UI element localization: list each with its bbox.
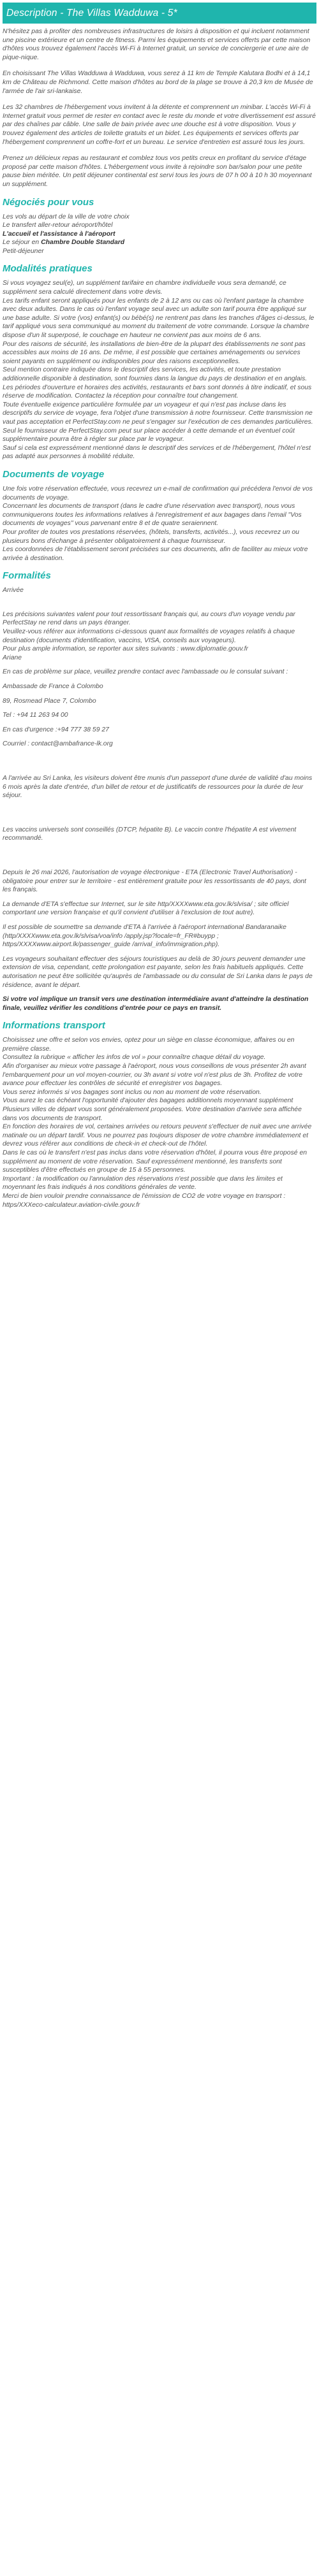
formalites-ariane-link[interactable]: Ariane	[3, 654, 22, 661]
transport-paragraph: Vous aurez le cas échéant l'opportunité d'ajouter des bagages additionnels moyennant supplément	[3, 1097, 293, 1105]
modalites-paragraph: Sauf si cela est expressément mentionné dans le descriptif des services et de l'hébergement, l'hôtel n'est pas adapté aux personnes à mobilité réduite.	[3, 444, 311, 461]
intro-paragraph: En choisissant The Villas Wadduwa à Wadduwa, vous serez à 11 km de Temple Kalutara Bodhi et à 14,1 km de Château de Richmond. Cette maison d'hôtes au bord de la plage se trouve à 20,3 km de Musée de l'armée de l'air sri-lankaise.	[3, 70, 313, 95]
transport-paragraph: Vous serez informés si vos bagages sont inclus ou non au moment de votre réservation.	[3, 1088, 262, 1096]
description-content	[3, 27, 316, 1209]
formalites-paragraph: Depuis le 26 mai 2026, l'autorisation de voyage électronique - ETA (Electronic Travel Authorisation) - obligatoire pour entrer sur le territoire - est entièrement gratuite pour les ressortissants de 40 pays, dont les français.	[3, 868, 306, 894]
modalites-paragraph: Les périodes d'ouverture et horaires des activités, restaurants et bars sont donnés à titre indicatif, et sous réserve de modification. Contactez la réception pour connaître tout changement.	[3, 384, 312, 400]
embassy-phone: Tel : +94 11 263 94 00	[3, 712, 68, 719]
formalites-paragraph: A l'arrivée au Sri Lanka, les visiteurs doivent être munis d'un passeport d'une durée de validité d'au moins 6 mois après la date d'entrée, d'un billet de retour et de justificatifs de ressources pour la durée de leur séjour.	[3, 775, 313, 800]
negocies-item: Les vols au départ de la ville de votre choix	[3, 213, 130, 220]
transport-paragraph: Afin d'organiser au mieux votre passage à l'aéroport, nous vous conseillons de vous présenter 2h avant l'embarquement pour un vol moyen-courrier, ou 3h avant si votre vol n'est plus de 3h. Profitez de votre avance pour effectuer les contrôles de sécurité et enregistrer vos bagages.	[3, 1063, 306, 1088]
documents-paragraph: Les coordonnées de l'établissement seront précisées sur ces documents, afin de faciliter au mieux votre arrivée à destination.	[3, 546, 308, 562]
formalites-paragraph: Veuillez-vous référer aux informations ci-dessous quant aux formalités de voyages relatifs à chaque destination (documents d'identification, vaccins, VISA, conseils aux voyageurs).	[3, 628, 295, 644]
modalites-paragraph: Pour des raisons de sécurité, les installations de bien-être de la plupart des établissements ne sont pas accessibles aux moins de 16 ans. De même, il est possible que certaines aménagements ou services soient payants en supplément ou indisponibles pour des raisons exceptionnelles.	[3, 340, 306, 365]
modalites-paragraph: Les tarifs enfant seront appliqués pour les enfants de 2 à 12 ans ou cas où l'enfant partage la chambre avec deux adultes. Dans le cas où l'enfant voyage seul avec un adulte son tarif pourra être appliqué sur une base adulte. Si votre (vos) enfant(s) ou bébé(s) ne rentrent pas dans les tranches d'âges ci-dessus, le tarif appliqué vous sera communiqué au moment du traitement de votre commande. Lorsque la chambre dispose d'un lit superposé, le couchage en hauteur ne convient pas aux moins de 6 ans.	[3, 297, 315, 340]
formalites-paragraph: La demande d'ETA s'effectue sur Internet, sur le site http/XXXXwww.eta.gov.lk/slvisa/ ; site officiel comportant une version française et qu'il convient d'utiliser à l'exclusion de tout autre).	[3, 900, 289, 917]
transport-paragraph: Consultez la rubrique « afficher les infos de vol » pour connaître chaque détail du voyage.	[3, 1054, 266, 1061]
formalites-paragraph: Les vaccins universels sont conseillés (DTCP, hépatite B). Le vaccin contre l'hépatite A est vivement recommandé.	[3, 826, 297, 842]
formalites-paragraph: En cas de problème sur place, veuillez prendre contact avec l'ambassade ou le consulat suivant :	[3, 668, 288, 676]
modalites-body	[3, 279, 316, 461]
transport-paragraph: Choisissez une offre et selon vos envies, optez pour un siège en classe économique, affaires ou en première classe.	[3, 1037, 295, 1053]
embassy-address: 89, Rosmead Place 7, Colombo	[3, 697, 96, 705]
intro-paragraph: Prenez un délicieux repas au restaurant et comblez tous vos petits creux en profitant du service d'étage proposé par cette maison d'hôtes. L'hébergement vous invite à rejoindre son bar/salon pour une petite pause bien méritée. Un petit déjeuner continental est servi tous les jours de 07 h 00 à 10 h 30 moyennant un supplément.	[3, 155, 312, 188]
transport-paragraph: En fonction des horaires de vol, certaines arrivées ou retours peuvent s'effectuer de nuit avec une arrivée matinale ou un départ tardif. Vous ne pourrez pas toujours disposer de votre chambre immédiatement et devrez vous référer aux conditions de check-in et check-out de l'hôtel.	[3, 1123, 312, 1148]
section-title-formalites: Formalités	[3, 570, 51, 582]
negocies-item: Le séjour en Chambre Double Standard	[3, 239, 125, 247]
formalites-paragraph: Il est possible de soumettre sa demande d'ETA à l'arrivée à l'aéroport international Bandaranaike (http/XXXXwww.eta.gov.lk/slvisa/voa/info /apply.jsp?locale=fr_FR#buypp ; https/XXXXwww.airport.lk/passenger_guide /arrival_info/immigration.php).	[3, 923, 286, 949]
negocies-list	[3, 213, 316, 256]
transport-paragraph: Important : la modification ou l'annulation des réservations n'est possible que dans les limites et moyennant les frais indiqués à nos conditions générales de vente.	[3, 1175, 283, 1191]
formalites-paragraph: Les voyageurs souhaitant effectuer des séjours touristiques au delà de 30 jours peuvent demander une extension de visa, cependant, cette prolongation est payante, selon les frais habituels appliqués. Cette autorisation ne peut être sollicitée qu'auprès de l'ambassade ou du consulat de Sri Lanka dans le pays de résidence, avant le départ.	[3, 955, 313, 989]
section-title-documents: Documents de voyage	[3, 468, 105, 480]
transport-paragraph: Dans le cas où le transfert n'est pas inclus dans votre réservation d'hôtel, il pourra vous être proposé en supplément au moment de votre réservation. Sauf expressément mentionné, les transferts sont susceptibles d'être effectués en groupe de 15 à 55 personnes.	[3, 1149, 308, 1174]
section-title-modalites: Modalités pratiques	[3, 263, 93, 275]
section-title-negocies: Négociés pour vous	[3, 196, 94, 208]
modalites-paragraph: Toute éventuelle exigence particulière formulée par un voyageur et qui n'est pas incluse dans les descriptifs du service de voyage, fera l'objet d'une transmission à notre fournisseur. Cette transmission ne vaut pas acceptation et PerfectStay.com ne peut s'engager sur l'exécution de ces demandes particulières. Seul le fournisseur de PerfectStay.com peut sur place accéder à cette demande et un éventuel coût supplémentaire pourra être à régler sur place par le voyageur.	[3, 401, 313, 443]
page-title: Description - The Villas Wadduwa - 5*	[6, 7, 177, 18]
documents-paragraph: Pour profiter de toutes vos prestations réservées, (hôtels, transferts, activités...), vous recevrez un ou plusieurs bons d'échange à présenter obligatoirement à chaque fournisseur.	[3, 528, 299, 545]
documents-paragraph: Une fois votre réservation effectuée, vous recevrez un e-mail de confirmation qui précédera l'envoi de vos documents de voyage.	[3, 485, 313, 501]
transit-note: Si votre vol implique un transit vers une destination intermédiaire avant d'atteindre la destination finale, veuillez vérifier les conditions d'entrée pour ce pays en transit.	[3, 996, 309, 1012]
title-bar	[3, 3, 316, 24]
modalites-paragraph: Seul mention contraire indiquée dans le descriptif des services, les activités, et toute prestation additionnelle disponible à destination, sont fournies dans la langue du pays de destination et en anglais.	[3, 366, 308, 382]
formalites-body	[3, 586, 316, 1012]
formalites-paragraph: Les précisions suivantes valent pour tout ressortissant français qui, au cours d'un voyage vendu par PerfectStay ne rend dans un pays étranger.	[3, 610, 295, 627]
transport-paragraph: Plusieurs villes de départ vous sont généralement proposées. Votre destination d'arrivée sera affichée dans vos documents de transport.	[3, 1106, 302, 1122]
page	[0, 3, 319, 1216]
modalites-paragraph: Si vous voyagez seul(e), un supplément tarifaire en chambre individuelle vous sera demandé, ce supplément sera calculé directement dans votre devis.	[3, 280, 286, 296]
formalites-link[interactable]: Pour plus ample information, se reporter aux sites suivants : www.diplomatie.gouv.fr	[3, 645, 249, 653]
documents-paragraph: Concernant les documents de transport (dans le cadre d'une réservation avec transport), nous vous communiquerons toutes les informations relatives à l'enregistrement et aux bagages dans l'email "Vos documents de voyages" vous parvenant entre 8 et de quatre seraiennent.	[3, 503, 302, 528]
negocies-item: L'accueil et l'assistance à l'aéroport	[3, 230, 115, 238]
embassy-emergency-phone: En cas d'urgence :+94 777 38 59 27	[3, 726, 109, 733]
embassy-email[interactable]: Courriel : contact@ambafrance-lk.org	[3, 740, 113, 748]
transport-paragraph: Merci de bien vouloir prendre connaissance de l'émission de CO2 de votre voyage en transport : https/XXXeco-calculateur.aviation-civile.gouv.fr	[3, 1192, 286, 1209]
embassy-name: Ambassade de France à Colombo	[3, 683, 103, 691]
formalites-arrivee-label: Arrivée	[3, 587, 24, 594]
transport-body	[3, 1036, 316, 1209]
negocies-item: Petit-déjeuner	[3, 247, 44, 255]
intro-paragraph: Les 32 chambres de l'hébergement vous invitent à la détente et comprennent un minibar. L'accès Wi-Fi à Internet gratuit vous permet de rester en contact avec le reste du monde et votre divertissement est assuré par des chaînes par câble. Une salle de bain privée avec une douche est à votre disposition. Vous y trouvez également des articles de toilette gratuits et un bidet. Les équipements et services offerts par l'hébergement comprennent un coffre-fort et un bureau. Le service d'entretien est assuré tous les jours.	[3, 104, 316, 146]
documents-body	[3, 485, 316, 563]
intro-paragraph: N'hésitez pas à profiter des nombreuses infrastructures de loisirs à disposition et qui incluent notamment une piscine extérieure et un centre de fitness. Parmi les équipements et services offerts par cette maison d'hôtes vous trouvez également l'accès Wi-Fi à Internet gratuit, un service de conciergerie et une aire de pique-nique.	[3, 28, 311, 61]
section-title-transport: Informations transport	[3, 1020, 105, 1032]
negocies-item: Le transfert aller-retour aéroport/hôtel	[3, 222, 113, 229]
